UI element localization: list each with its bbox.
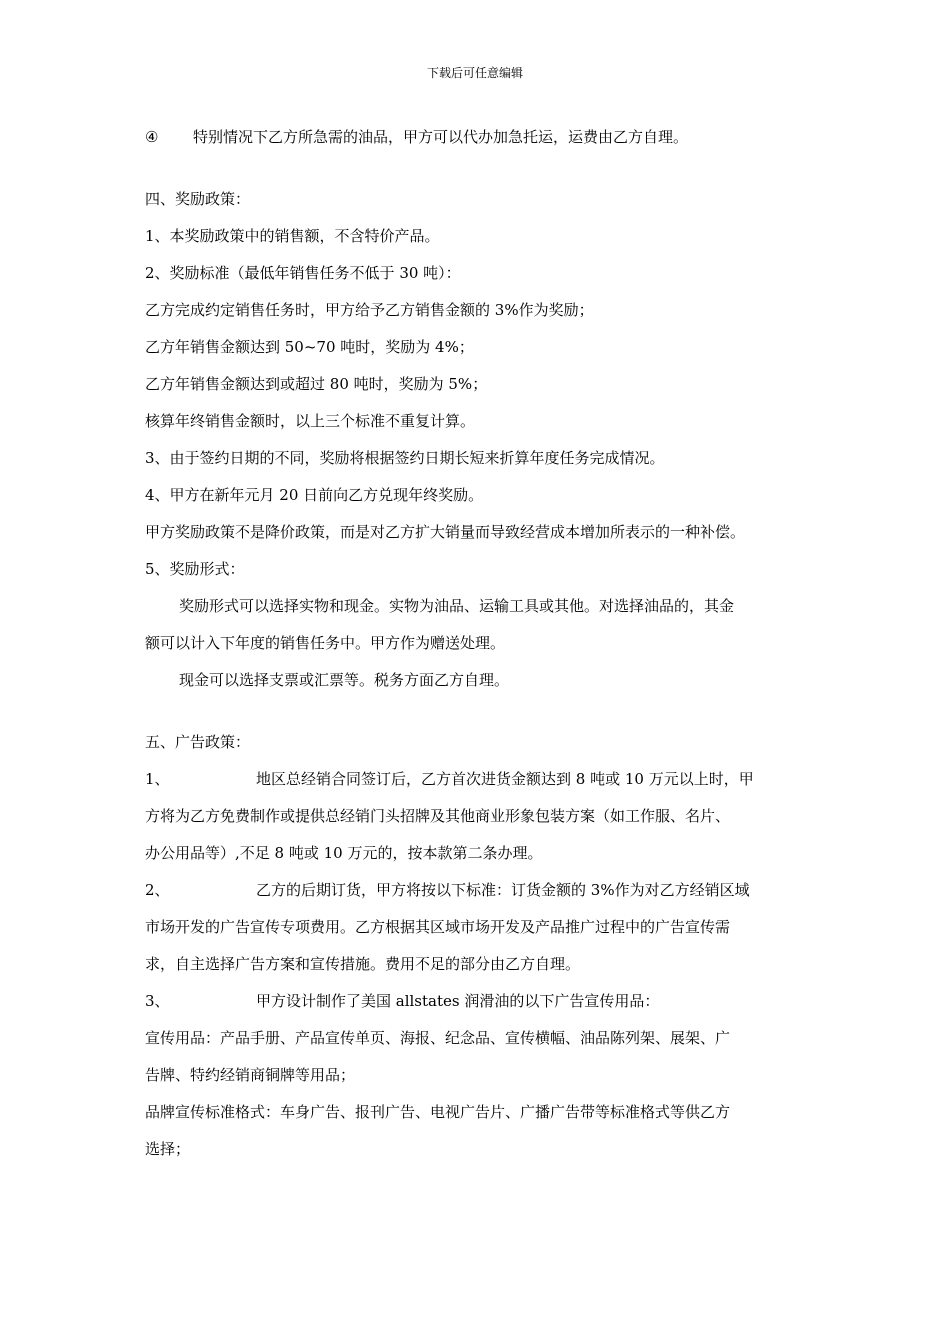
special-case-item xyxy=(145,124,808,161)
paragraph: 现金可以选择支票或汇票等。税务方面乙方自理。 xyxy=(179,671,510,689)
paragraph: 办公用品等）,不足 8 吨或 10 万元的，按本款第二条办理。 xyxy=(145,844,543,862)
item-number: ④ xyxy=(145,128,159,146)
paragraph: 甲方奖励政策不是降价政策，而是对乙方扩大销量而导致经营成本增加所表示的一种补偿。 xyxy=(145,523,746,541)
item-text: 特别情况下乙方所急需的油品，甲方可以代办加急托运，运费由乙方自理。 xyxy=(193,128,689,146)
paragraph: 宣传用品：产品手册、产品宣传单页、海报、纪念品、宣传横幅、油品陈列架、展架、广 xyxy=(145,1029,731,1047)
ad-item-1 xyxy=(145,766,808,803)
paragraph: 求，自主选择广告方案和宣传措施。费用不足的部分由乙方自理。 xyxy=(145,955,581,973)
spacer xyxy=(145,704,808,729)
paragraph: 2、奖励标准（最低年销售任务不低于 30 吨）： xyxy=(145,264,461,282)
paragraph: 乙方年销售金额达到或超过 80 吨时，奖励为 5%； xyxy=(145,375,488,393)
page-header: 下载后可任意编辑 xyxy=(426,66,523,80)
paragraph: 乙方完成约定销售任务时，甲方给予乙方销售金额的 3%作为奖励； xyxy=(145,301,594,319)
paragraph: 1、本奖励政策中的销售额，不含特价产品。 xyxy=(145,227,440,245)
paragraph: 品牌宣传标准格式：车身广告、报刊广告、电视广告片、广播广告带等标准格式等供乙方 xyxy=(145,1103,731,1121)
paragraph: 4、甲方在新年元月 20 日前向乙方兑现年终奖励。 xyxy=(145,486,484,504)
ad-item-2 xyxy=(145,877,808,914)
item-number: 1、 xyxy=(145,770,170,788)
document-body xyxy=(145,124,808,1173)
paragraph: 3、由于签约日期的不同，奖励将根据签约日期长短来折算年度任务完成情况。 xyxy=(145,449,665,467)
paragraph: 选择； xyxy=(145,1140,191,1158)
ad-item-3 xyxy=(145,988,808,1025)
section-5-title: 五、广告政策： xyxy=(145,733,251,751)
paragraph: 5、奖励形式： xyxy=(145,560,245,578)
paragraph: 告牌、特约经销商铜牌等用品； xyxy=(145,1066,356,1084)
paragraph: 乙方年销售金额达到 50~70 吨时，奖励为 4%； xyxy=(145,338,474,356)
section-4-title: 四、奖励政策： xyxy=(145,190,251,208)
paragraph: 奖励形式可以选择实物和现金。实物为油品、运输工具或其他。对选择油品的，其金 xyxy=(179,597,735,615)
item-number: 2、 xyxy=(145,881,170,899)
item-text: 甲方设计制作了美国 allstates 润滑油的以下广告宣传用品： xyxy=(256,992,660,1010)
item-text: 乙方的后期订货，甲方将按以下标准：订货金额的 3%作为对乙方经销区域 xyxy=(256,881,750,899)
item-number: 3、 xyxy=(145,992,170,1010)
paragraph: 方将为乙方免费制作或提供总经销门头招牌及其他商业形象包装方案（如工作服、名片、 xyxy=(145,807,731,825)
item-text: 地区总经销合同签订后，乙方首次进货金额达到 8 吨或 10 万元以上时，甲 xyxy=(256,770,754,788)
spacer xyxy=(145,161,808,186)
paragraph: 市场开发的广告宣传专项费用。乙方根据其区域市场开发及产品推广过程中的广告宣传需 xyxy=(145,918,731,936)
paragraph: 核算年终销售金额时，以上三个标准不重复计算。 xyxy=(145,412,476,430)
paragraph: 额可以计入下年度的销售任务中。甲方作为赠送处理。 xyxy=(145,634,506,652)
